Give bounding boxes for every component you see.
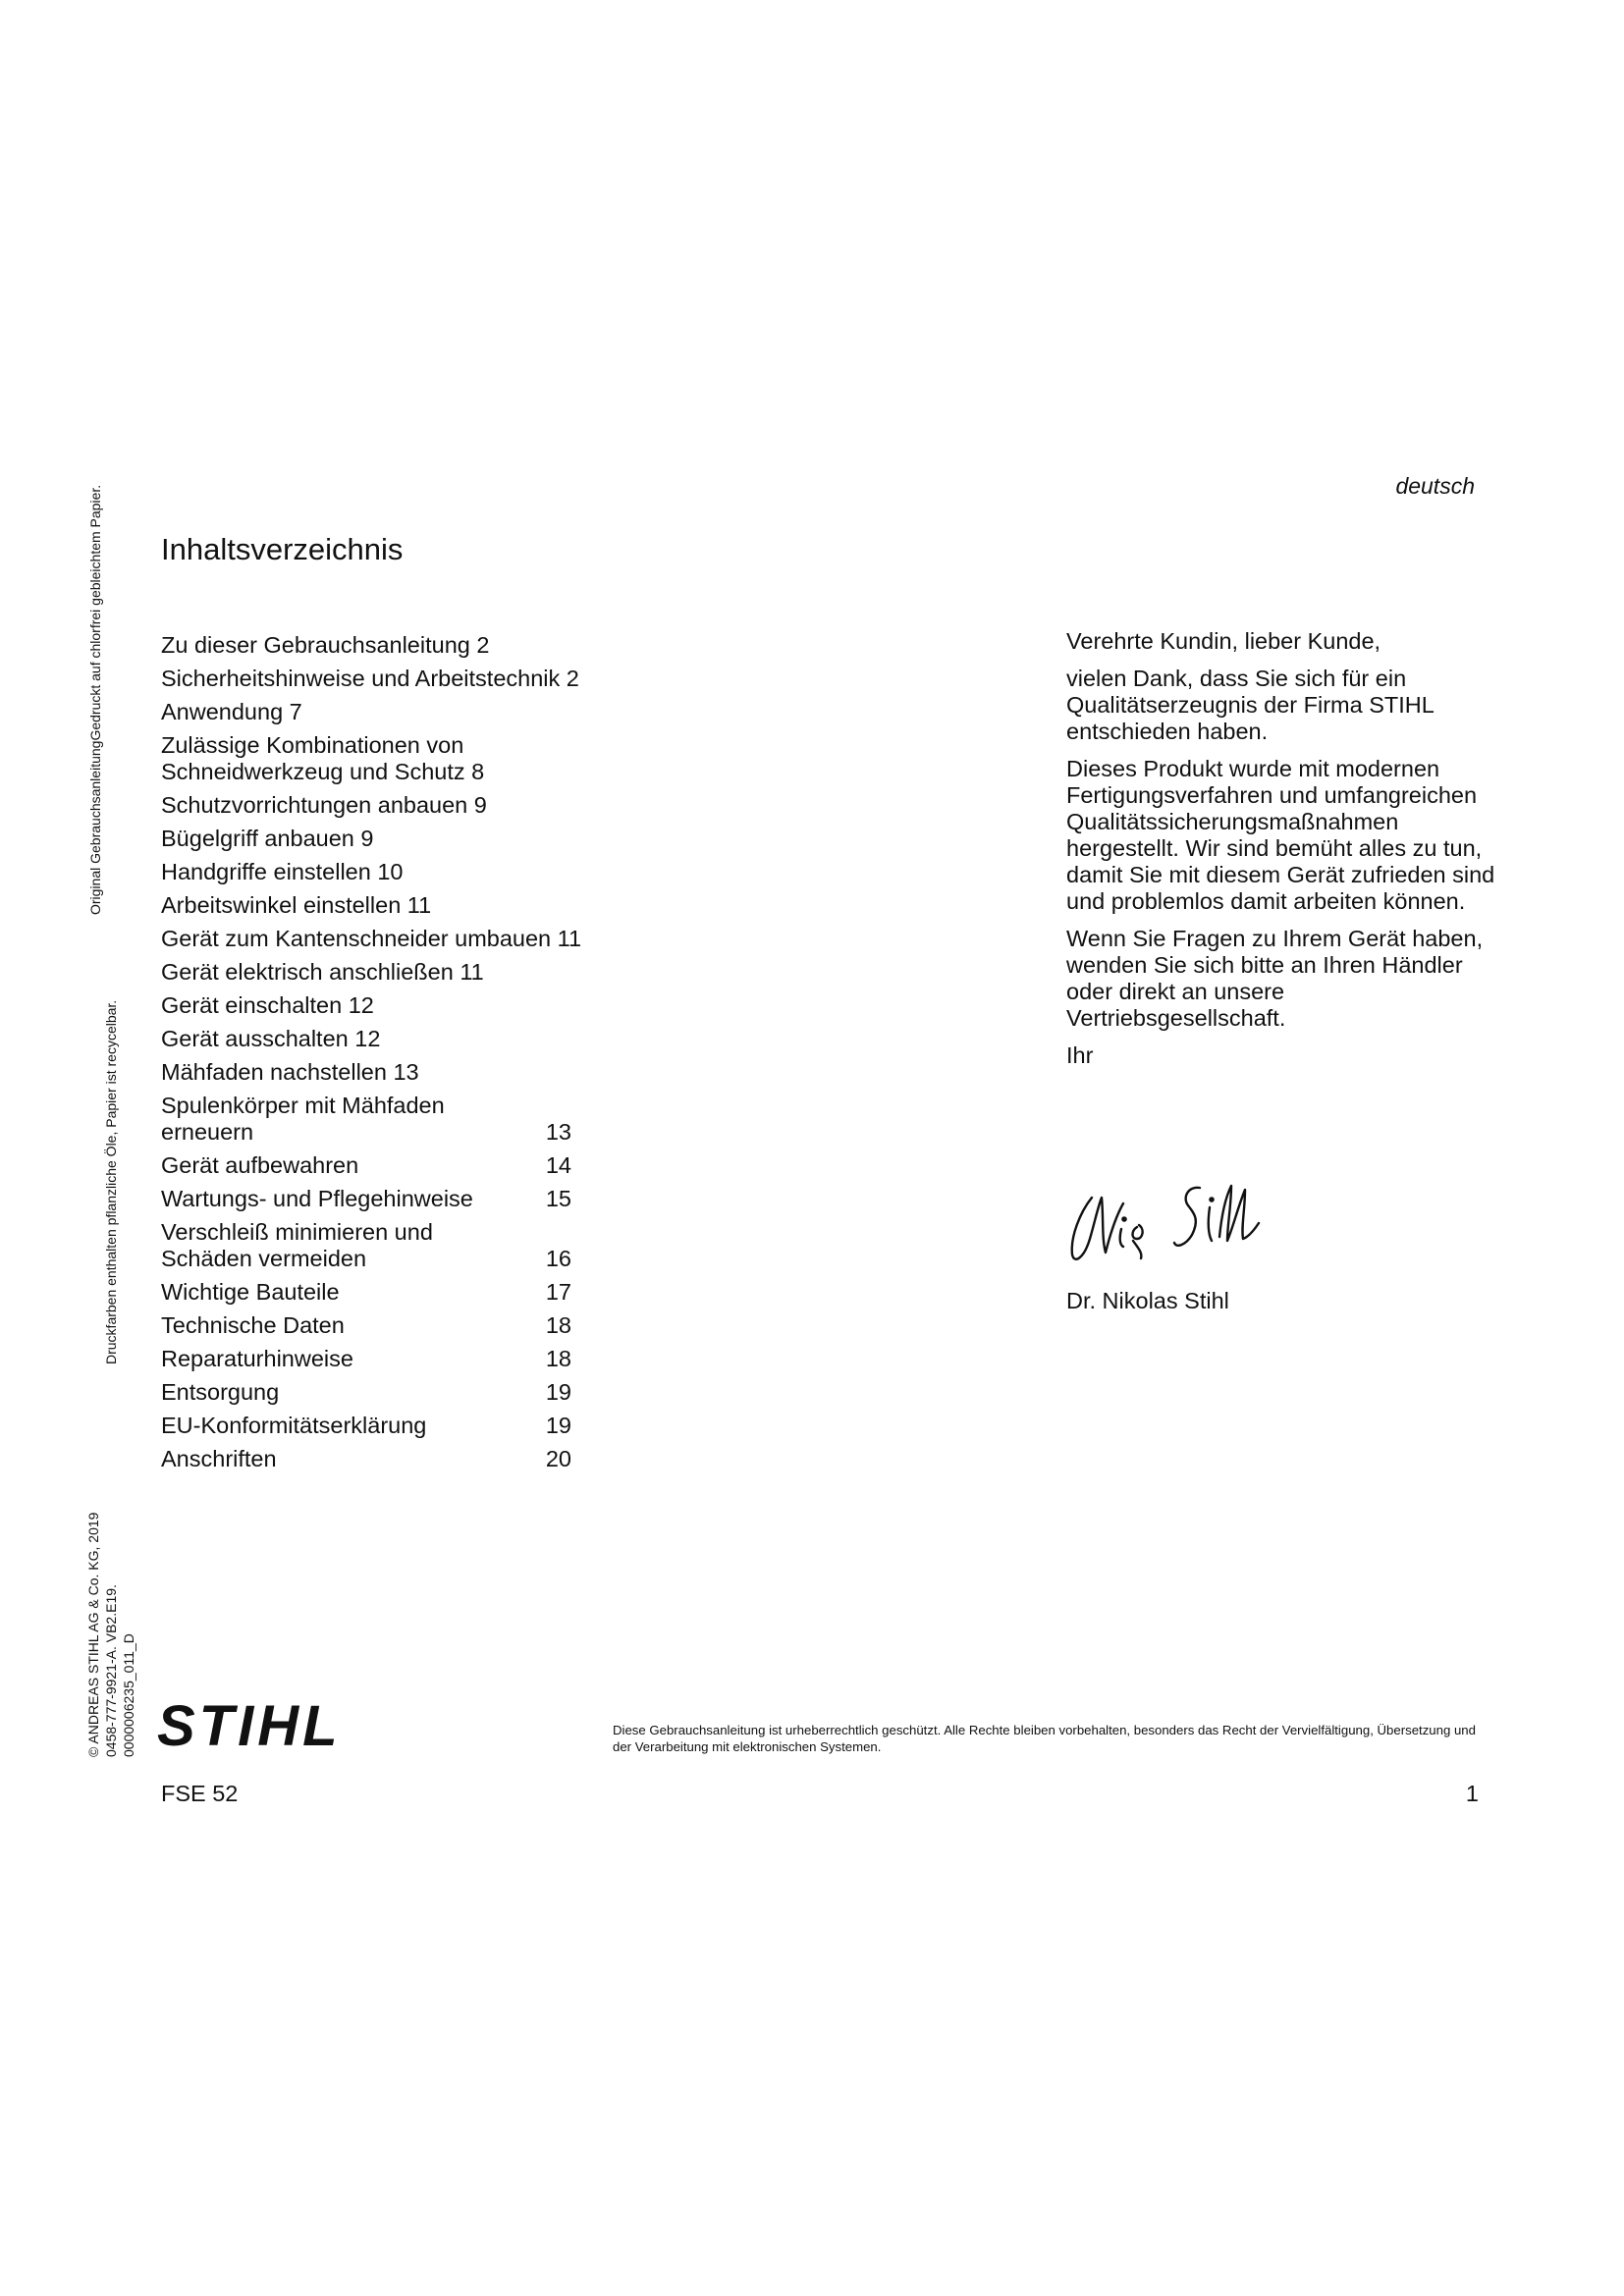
toc-entry-text: Technische Daten xyxy=(161,1312,345,1338)
toc-entry-text: Schutzvorrichtungen anbauen 9 xyxy=(161,792,487,818)
toc-entry xyxy=(161,1093,583,1146)
toc-title: Inhaltsverzeichnis xyxy=(161,532,404,566)
toc-entry-text: Handgriffe einstellen 10 xyxy=(161,859,404,884)
toc-entry-text: Verschleiß minimieren und Schäden vermeiden xyxy=(161,1219,433,1271)
toc-entry-text: Entsorgung xyxy=(161,1379,280,1405)
model-name: FSE 52 xyxy=(161,1781,239,1806)
toc-entry xyxy=(161,959,583,986)
toc-entry-text: Gerät aufbewahren xyxy=(161,1152,359,1178)
toc-entry xyxy=(161,632,583,659)
toc-entry-text: Reparaturhinweise xyxy=(161,1346,353,1371)
toc-entry xyxy=(161,892,583,919)
letter-salutation: Verehrte Kundin, lieber Kunde, xyxy=(1066,628,1381,654)
toc-entry-text: Wichtige Bauteile xyxy=(161,1279,340,1305)
toc-entry xyxy=(161,992,583,1019)
table-of-contents xyxy=(161,632,583,1479)
toc-entry-text: Spulenkörper mit Mähfaden erneuern xyxy=(161,1093,445,1145)
page-number: 1 xyxy=(1465,1781,1479,1806)
stihl-logo xyxy=(157,1696,383,1755)
toc-entry xyxy=(161,699,583,725)
toc-entry-text: Gerät ausschalten 12 xyxy=(161,1026,381,1051)
toc-entry-page: 16 xyxy=(545,1246,571,1271)
toc-entry-text: Sicherheitshinweise und Arbeitstechnik 2 xyxy=(161,666,579,691)
toc-entry-page: 18 xyxy=(545,1312,571,1338)
toc-entry-page: 20 xyxy=(545,1446,571,1471)
letter-paragraph: Wenn Sie Fragen zu Ihrem Gerät haben, wenden Sie sich bitte an Ihren Händler oder direkt an unsere Vertriebsgesellschaft. xyxy=(1066,926,1484,1031)
letter-paragraph: Dieses Produkt wurde mit modernen Fertigungsverfahren und umfangreichen Qualitätssicherungsmaßnahmen hergestellt. Wir sind bemüht alles zu tun, damit Sie mit diesem Gerät zufrieden sind und problemlos damit arbeiten können. xyxy=(1066,756,1495,914)
toc-entry xyxy=(161,1152,583,1179)
ink-note: Druckfarben enthalten pflanzliche Öle, Papier ist recycelbar. xyxy=(103,999,119,1364)
toc-entry-page: 13 xyxy=(545,1119,571,1145)
toc-entry xyxy=(161,1346,583,1372)
toc-entry-page: 18 xyxy=(545,1346,571,1371)
toc-entry xyxy=(161,1413,583,1439)
toc-entry-text: Anwendung 7 xyxy=(161,699,302,724)
toc-entry-text: Gerät elektrisch anschließen 11 xyxy=(161,959,484,985)
toc-entry-text: Zulässige Kombinationen von Schneidwerkzeug und Schutz 8 xyxy=(161,732,485,784)
toc-entry xyxy=(161,1186,583,1212)
toc-entry xyxy=(161,666,583,692)
toc-entry xyxy=(161,1219,583,1272)
toc-entry-text: Gerät einschalten 12 xyxy=(161,992,374,1018)
toc-entry xyxy=(161,1026,583,1052)
toc-entry-text: Wartungs- und Pflegehinweise xyxy=(161,1186,473,1211)
toc-entry xyxy=(161,859,583,885)
toc-entry-page: 19 xyxy=(545,1413,571,1438)
language-label: deutsch xyxy=(1395,473,1475,499)
toc-entry-page: 19 xyxy=(545,1379,571,1405)
copyright-line: © ANDREAS STIHL AG & Co. KG, 2019 xyxy=(85,1512,101,1757)
handwritten-signature xyxy=(1062,1168,1278,1276)
toc-entry-text: EU-Konformitätserklärung xyxy=(161,1413,427,1438)
document-code-line: 0000006235_011_D xyxy=(121,1633,136,1757)
toc-entry-text: Gerät zum Kantenschneider umbauen 11 xyxy=(161,926,582,951)
toc-entry xyxy=(161,1379,583,1406)
toc-entry-text: Zu dieser Gebrauchsanleitung 2 xyxy=(161,632,490,658)
document-id-block xyxy=(84,1513,137,1757)
toc-entry xyxy=(161,1279,583,1306)
toc-entry xyxy=(161,1059,583,1086)
letter-paragraph: vielen Dank, dass Sie sich für ein Qualitätserzeugnis der Firma STIHL entschieden haben. xyxy=(1066,666,1434,744)
toc-entry xyxy=(161,926,583,952)
copyright-notice: Diese Gebrauchsanleitung ist urheberrechtlich geschützt. Alle Rechte bleiben vorbehalten, besonders das Recht der Vervielfältigung, Übersetzung und der Verarbeitung mit elektronischen Systemen. xyxy=(613,1723,1476,1754)
toc-entry xyxy=(161,792,583,819)
toc-entry-page: 17 xyxy=(545,1279,571,1305)
toc-entry-text: Arbeitswinkel einstellen 11 xyxy=(161,892,432,918)
toc-entry-page: 14 xyxy=(545,1152,571,1178)
toc-entry xyxy=(161,1446,583,1472)
welcome-letter xyxy=(1066,628,1498,1080)
toc-entry xyxy=(161,732,583,785)
toc-entry xyxy=(161,826,583,852)
toc-entry-page: 15 xyxy=(545,1186,571,1211)
toc-entry-text: Anschriften xyxy=(161,1446,277,1471)
letter-closing: Ihr xyxy=(1066,1042,1094,1068)
logo-text: STIHL xyxy=(157,1696,342,1755)
part-number-line: 0458-777-9921-A. VB2.E19. xyxy=(103,1584,119,1757)
signer-name: Dr. Nikolas Stihl xyxy=(1066,1288,1229,1313)
toc-entry-text: Bügelgriff anbauen 9 xyxy=(161,826,374,851)
toc-entry-text: Mähfaden nachstellen 13 xyxy=(161,1059,419,1085)
print-note: Original GebrauchsanleitungGedruckt auf chlorfrei gebleichtem Papier. xyxy=(87,484,103,915)
toc-entry xyxy=(161,1312,583,1339)
